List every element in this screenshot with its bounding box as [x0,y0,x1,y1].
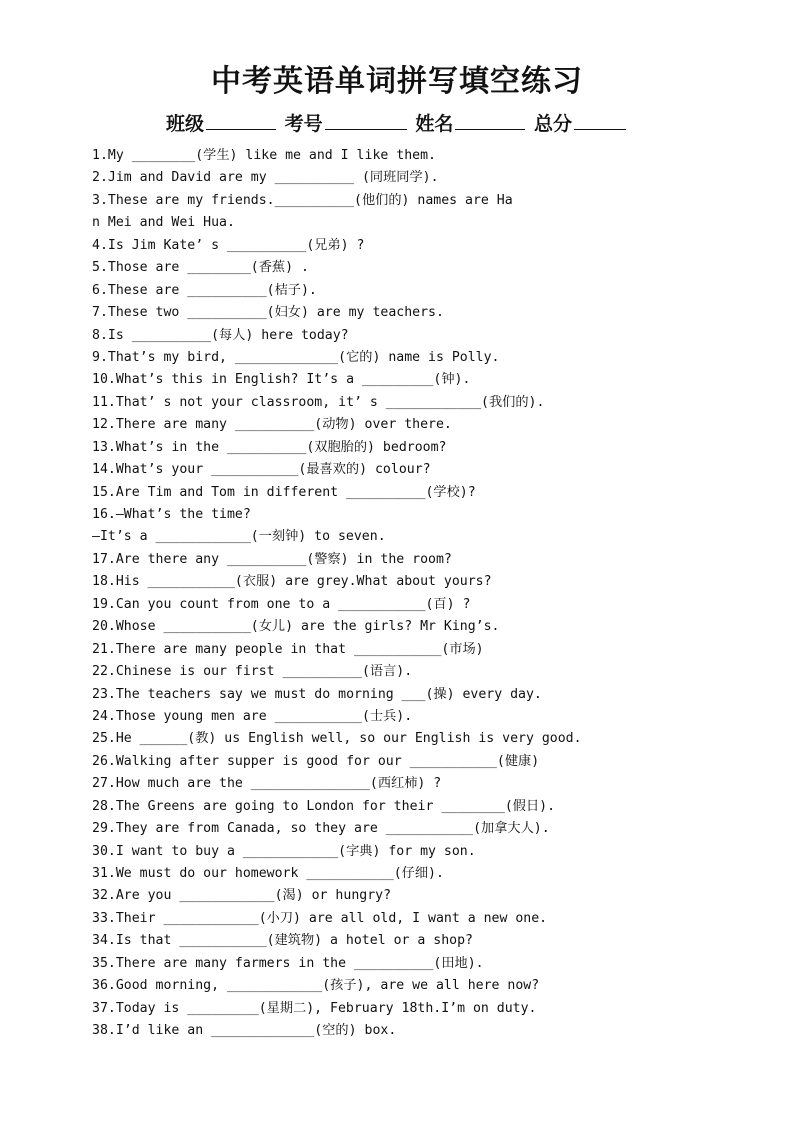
question-line: 21.There are many people in that ___________(市场) [92,641,484,657]
question-list [92,145,712,1043]
question-line: 25.He ______(教) us English well, so our English is very good. [92,731,582,747]
question-line: 38.I’d like an _____________(空的) box. [92,1023,397,1039]
question-line: 27.How much are the _______________(西红柿) ? [92,776,442,792]
question-line: 15.Are Tim and Tom in different __________(学校)? [92,484,476,500]
question-line: 4.Is Jim Kate’ s __________(兄弟) ? [92,237,365,253]
question-line: 11.That’ s not your classroom, it’ s ____________(我们的). [92,394,545,410]
question-line: 2.Jim and David are my __________ (同班同学). [92,170,439,186]
question-line: 13.What’s in the __________(双胞胎的) bedroom? [92,439,447,455]
exam-number-blank [325,111,407,130]
name-blank [455,111,525,130]
class-blank [206,111,276,130]
question-line: 32.Are you ____________(渴) or hungry? [92,888,392,904]
question-line: 23.The teachers say we must do morning ___(操) every day. [92,686,542,702]
question-line: 10.What’s this in English? It’s a _________(钟). [92,372,471,388]
question-line: 33.Their ____________(小刀) are all old, I want a new one. [92,910,548,926]
class-label: 班级 [166,113,205,135]
total-score-label: 总分 [533,113,572,135]
question-line: 7.These two __________(妇女) are my teachers. [92,305,444,321]
question-line: 35.There are many farmers in the __________(田地). [92,955,484,971]
question-line: 31.We must do our homework ___________(仔细). [92,866,444,881]
page-title: 中考英语单词拼写填空练习 [211,64,583,99]
question-line: 18.His ___________(衣服) are grey.What about yours? [92,574,492,590]
question-line: 14.What’s your ___________(最喜欢的) colour? [92,462,431,478]
question-line: 30.I want to buy a ____________(字典) for my son. [92,843,476,859]
question-line: 17.Are there any __________(警察) in the room? [92,551,452,567]
question-line: 5.Those are ________(香蕉) . [92,260,309,276]
question-line: 19.Can you count from one to a ___________(百) ? [92,596,471,612]
question-line: —It’s a ____________(一刻钟) to seven. [92,529,386,545]
name-label: 姓名 [415,113,454,135]
question-line: n Mei and Wei Hua. [92,215,235,231]
question-line: 28.The Greens are going to London for their ________(假日). [92,798,556,814]
question-line: 22.Chinese is our first __________(语言). [92,664,413,680]
question-line: 3.These are my friends.__________(他们的) names are Ha [92,192,513,208]
question-line: 24.Those young men are ___________(士兵). [92,708,413,724]
question-line: 34.Is that ___________(建筑物) a hotel or a shop? [92,933,473,949]
question-line: 1.My ________(学生) like me and I like them. [92,148,436,163]
question-line: 26.Walking after supper is good for our ___________(健康) [92,753,540,769]
question-line: 37.Today is _________(星期二), February 18th.I’m on duty. [92,1000,537,1016]
question-line: 8.Is __________(每人) here today? [92,327,349,343]
question-line: 20.Whose ___________(女儿) are the girls? Mr King’s. [92,619,500,635]
question-line: 12.There are many __________(动物) over there. [92,417,452,433]
question-line: 9.That’s my bird, _____________(它的) name is Polly. [92,349,500,365]
exam-number-label: 考号 [284,113,323,135]
question-line: 6.These are __________(桔子). [92,282,317,298]
student-info-row [0,111,794,137]
total-score-blank [574,111,626,130]
question-line: 36.Good morning, ____________(孩子), are we all here now? [92,978,540,994]
question-line: 29.They are from Canada, so they are ___________(加拿大人). [92,821,550,837]
question-line: 16.—What’s the time? [92,507,251,522]
